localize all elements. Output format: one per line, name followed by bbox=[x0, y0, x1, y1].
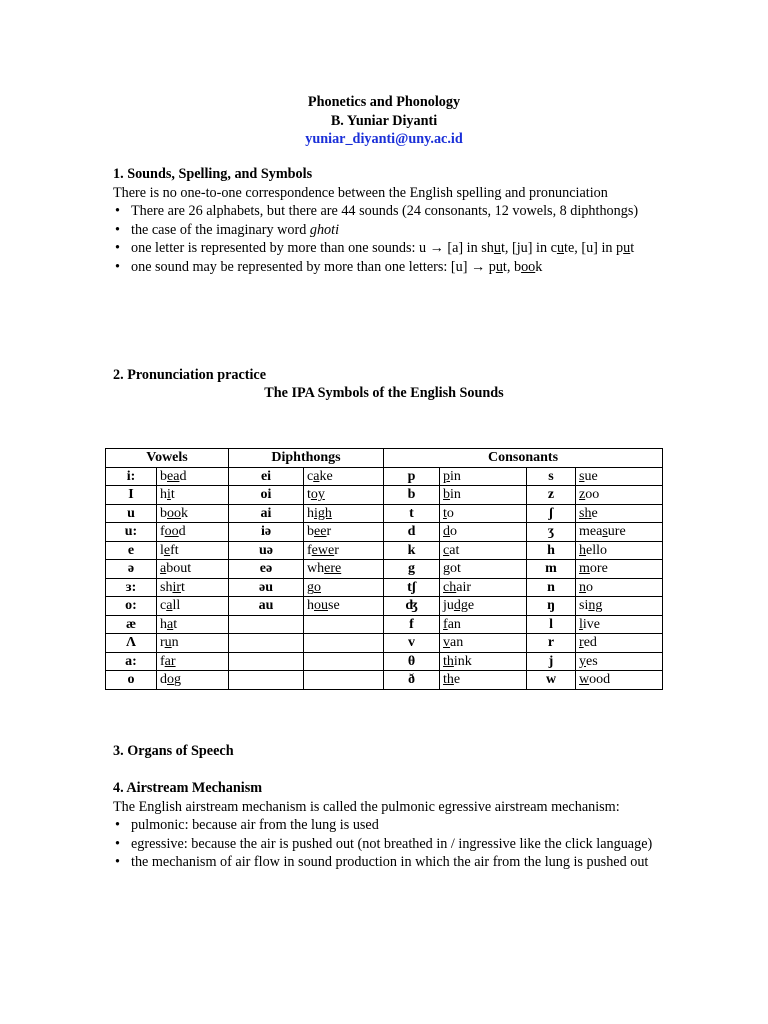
list-item: • There are 26 alphabets, but there are 44 sounds (24 consonants, 12 vowels, 8 diphthongs) bbox=[113, 202, 656, 221]
section-heading: 4. Airstream Mechanism bbox=[113, 780, 263, 796]
table-header-row bbox=[106, 449, 663, 468]
ipa-symbol: I bbox=[106, 486, 157, 505]
example-word bbox=[304, 652, 384, 671]
bullet-list bbox=[113, 202, 656, 276]
example-word: red bbox=[576, 634, 663, 653]
table-row bbox=[106, 578, 663, 597]
example-word: dog bbox=[157, 671, 229, 690]
table-title: The IPA Symbols of the English Sounds bbox=[264, 385, 504, 401]
table-row bbox=[106, 486, 663, 505]
ipa-symbol: g bbox=[384, 560, 440, 579]
consonants-header: Consonants bbox=[384, 449, 663, 468]
example-word: think bbox=[440, 652, 527, 671]
ipa-symbol: ai bbox=[229, 504, 304, 523]
list-item: • the mechanism of air flow in sound production in which the air from the lung is pushed out bbox=[113, 853, 656, 872]
ipa-symbol: i: bbox=[106, 467, 157, 486]
ipa-symbol: t bbox=[384, 504, 440, 523]
list-item: • one letter is represented by more than one sounds: u → [a] in shut, [ju] in cute, [u] in put bbox=[113, 239, 656, 258]
example-word bbox=[304, 615, 384, 634]
ipa-symbol: r bbox=[527, 634, 576, 653]
example-word: van bbox=[440, 634, 527, 653]
example-word: cat bbox=[440, 541, 527, 560]
ipa-symbol: v bbox=[384, 634, 440, 653]
ipa-symbol: p bbox=[384, 467, 440, 486]
ipa-symbol: k bbox=[384, 541, 440, 560]
ipa-symbol: w bbox=[527, 671, 576, 690]
ipa-symbol: u bbox=[106, 504, 157, 523]
example-word: hello bbox=[576, 541, 663, 560]
example-word: bead bbox=[157, 467, 229, 486]
ipa-symbol: ʤ bbox=[384, 597, 440, 616]
author-name: B. Yuniar Diyanti bbox=[330, 112, 438, 129]
table-row bbox=[106, 523, 663, 542]
section-sounds-spelling bbox=[113, 165, 656, 276]
ipa-symbol: d bbox=[384, 523, 440, 542]
ipa-symbol: z bbox=[527, 486, 576, 505]
example-word: run bbox=[157, 634, 229, 653]
ipa-symbol: ð bbox=[384, 671, 440, 690]
section-airstream bbox=[113, 779, 656, 872]
ipa-symbol: æ bbox=[106, 615, 157, 634]
ipa-symbol: j bbox=[527, 652, 576, 671]
ipa-symbol: əu bbox=[229, 578, 304, 597]
vowels-header: Vowels bbox=[106, 449, 229, 468]
author-email-link[interactable]: yuniar_diyanti@uny.ac.id bbox=[305, 131, 463, 147]
arrow-icon: → bbox=[429, 240, 444, 256]
ipa-symbol bbox=[229, 634, 304, 653]
table-row bbox=[106, 615, 663, 634]
example-word: measure bbox=[576, 523, 663, 542]
example-word: chair bbox=[440, 578, 527, 597]
ipa-symbol bbox=[229, 671, 304, 690]
ipa-symbol bbox=[229, 652, 304, 671]
ipa-symbol: o bbox=[106, 671, 157, 690]
example-word: fan bbox=[440, 615, 527, 634]
table-row bbox=[106, 541, 663, 560]
example-word bbox=[304, 634, 384, 653]
example-word: high bbox=[304, 504, 384, 523]
example-word: no bbox=[576, 578, 663, 597]
example-word: left bbox=[157, 541, 229, 560]
ipa-symbol: e bbox=[106, 541, 157, 560]
section-heading: 1. Sounds, Spelling, and Symbols bbox=[113, 166, 313, 182]
ipa-symbol: ŋ bbox=[527, 597, 576, 616]
ipa-symbol: m bbox=[527, 560, 576, 579]
ipa-symbol: s bbox=[527, 467, 576, 486]
ipa-symbol: h bbox=[527, 541, 576, 560]
ipa-symbol: o: bbox=[106, 597, 157, 616]
ipa-symbol: u: bbox=[106, 523, 157, 542]
section-heading: 2. Pronunciation practice bbox=[113, 367, 267, 383]
example-word: judge bbox=[440, 597, 527, 616]
ipa-symbol: Λ bbox=[106, 634, 157, 653]
section-organs-of-speech bbox=[113, 742, 656, 761]
example-word: where bbox=[304, 560, 384, 579]
table-row bbox=[106, 634, 663, 653]
example-word: far bbox=[157, 652, 229, 671]
ipa-symbol: l bbox=[527, 615, 576, 634]
example-word: fewer bbox=[304, 541, 384, 560]
example-word: hat bbox=[157, 615, 229, 634]
list-item: • egressive: because the air is pushed out (not breathed in / ingressive like the click language) bbox=[113, 835, 656, 854]
diphthongs-header: Diphthongs bbox=[229, 449, 384, 468]
table-row bbox=[106, 652, 663, 671]
ipa-symbol: a: bbox=[106, 652, 157, 671]
document-header bbox=[0, 93, 768, 149]
table-row bbox=[106, 560, 663, 579]
example-word: pin bbox=[440, 467, 527, 486]
ipa-symbol: tʃ bbox=[384, 578, 440, 597]
arrow-icon: → bbox=[471, 258, 486, 275]
ipa-symbol: b bbox=[384, 486, 440, 505]
example-word: do bbox=[440, 523, 527, 542]
ipa-symbols-table bbox=[105, 448, 663, 690]
example-word: sing bbox=[576, 597, 663, 616]
section-intro: The English airstream mechanism is called the pulmonic egressive airstream mechanism: bbox=[113, 798, 620, 815]
ipa-symbol bbox=[229, 615, 304, 634]
example-word: the bbox=[440, 671, 527, 690]
example-word: wood bbox=[576, 671, 663, 690]
example-word: book bbox=[157, 504, 229, 523]
ipa-symbol: au bbox=[229, 597, 304, 616]
ipa-symbol: uə bbox=[229, 541, 304, 560]
ipa-symbol: oi bbox=[229, 486, 304, 505]
italic-word: ghoti bbox=[309, 221, 340, 238]
example-word: about bbox=[157, 560, 229, 579]
ipa-symbol: ʃ bbox=[527, 504, 576, 523]
bullet-list bbox=[113, 816, 656, 872]
example-word: to bbox=[440, 504, 527, 523]
example-word: sue bbox=[576, 467, 663, 486]
example-word: yes bbox=[576, 652, 663, 671]
list-item: • pulmonic: because air from the lung is used bbox=[113, 816, 656, 835]
document-title: Phonetics and Phonology bbox=[307, 94, 461, 110]
example-word: more bbox=[576, 560, 663, 579]
example-word: shirt bbox=[157, 578, 229, 597]
ipa-symbol: n bbox=[527, 578, 576, 597]
table-row bbox=[106, 504, 663, 523]
example-word: cake bbox=[304, 467, 384, 486]
ipa-symbol: ɜ: bbox=[106, 578, 157, 597]
example-word: bin bbox=[440, 486, 527, 505]
ipa-symbol: eə bbox=[229, 560, 304, 579]
table-row bbox=[106, 467, 663, 486]
section-pronunciation bbox=[113, 366, 656, 385]
ipa-symbol: ə bbox=[106, 560, 157, 579]
section-intro: There is no one-to-one correspondence between the English spelling and pronunciation bbox=[113, 184, 608, 201]
table-body bbox=[106, 467, 663, 689]
table-row bbox=[106, 671, 663, 690]
ipa-symbol: θ bbox=[384, 652, 440, 671]
example-word: house bbox=[304, 597, 384, 616]
example-word: got bbox=[440, 560, 527, 579]
ipa-symbol: ʒ bbox=[527, 523, 576, 542]
ipa-symbol: f bbox=[384, 615, 440, 634]
example-word bbox=[304, 671, 384, 690]
example-word: go bbox=[304, 578, 384, 597]
example-word: beer bbox=[304, 523, 384, 542]
list-item: • one sound may be represented by more than one letters: [u] → put, book bbox=[113, 258, 656, 277]
example-word: food bbox=[157, 523, 229, 542]
example-word: hit bbox=[157, 486, 229, 505]
example-word: call bbox=[157, 597, 229, 616]
section-heading: 3. Organs of Speech bbox=[113, 743, 234, 759]
list-item: • the case of the imaginary word ghoti bbox=[113, 221, 656, 240]
table-row bbox=[106, 597, 663, 616]
example-word: she bbox=[576, 504, 663, 523]
example-word: zoo bbox=[576, 486, 663, 505]
ipa-symbol: ei bbox=[229, 467, 304, 486]
example-word: live bbox=[576, 615, 663, 634]
example-word: toy bbox=[304, 486, 384, 505]
ipa-symbol: iə bbox=[229, 523, 304, 542]
